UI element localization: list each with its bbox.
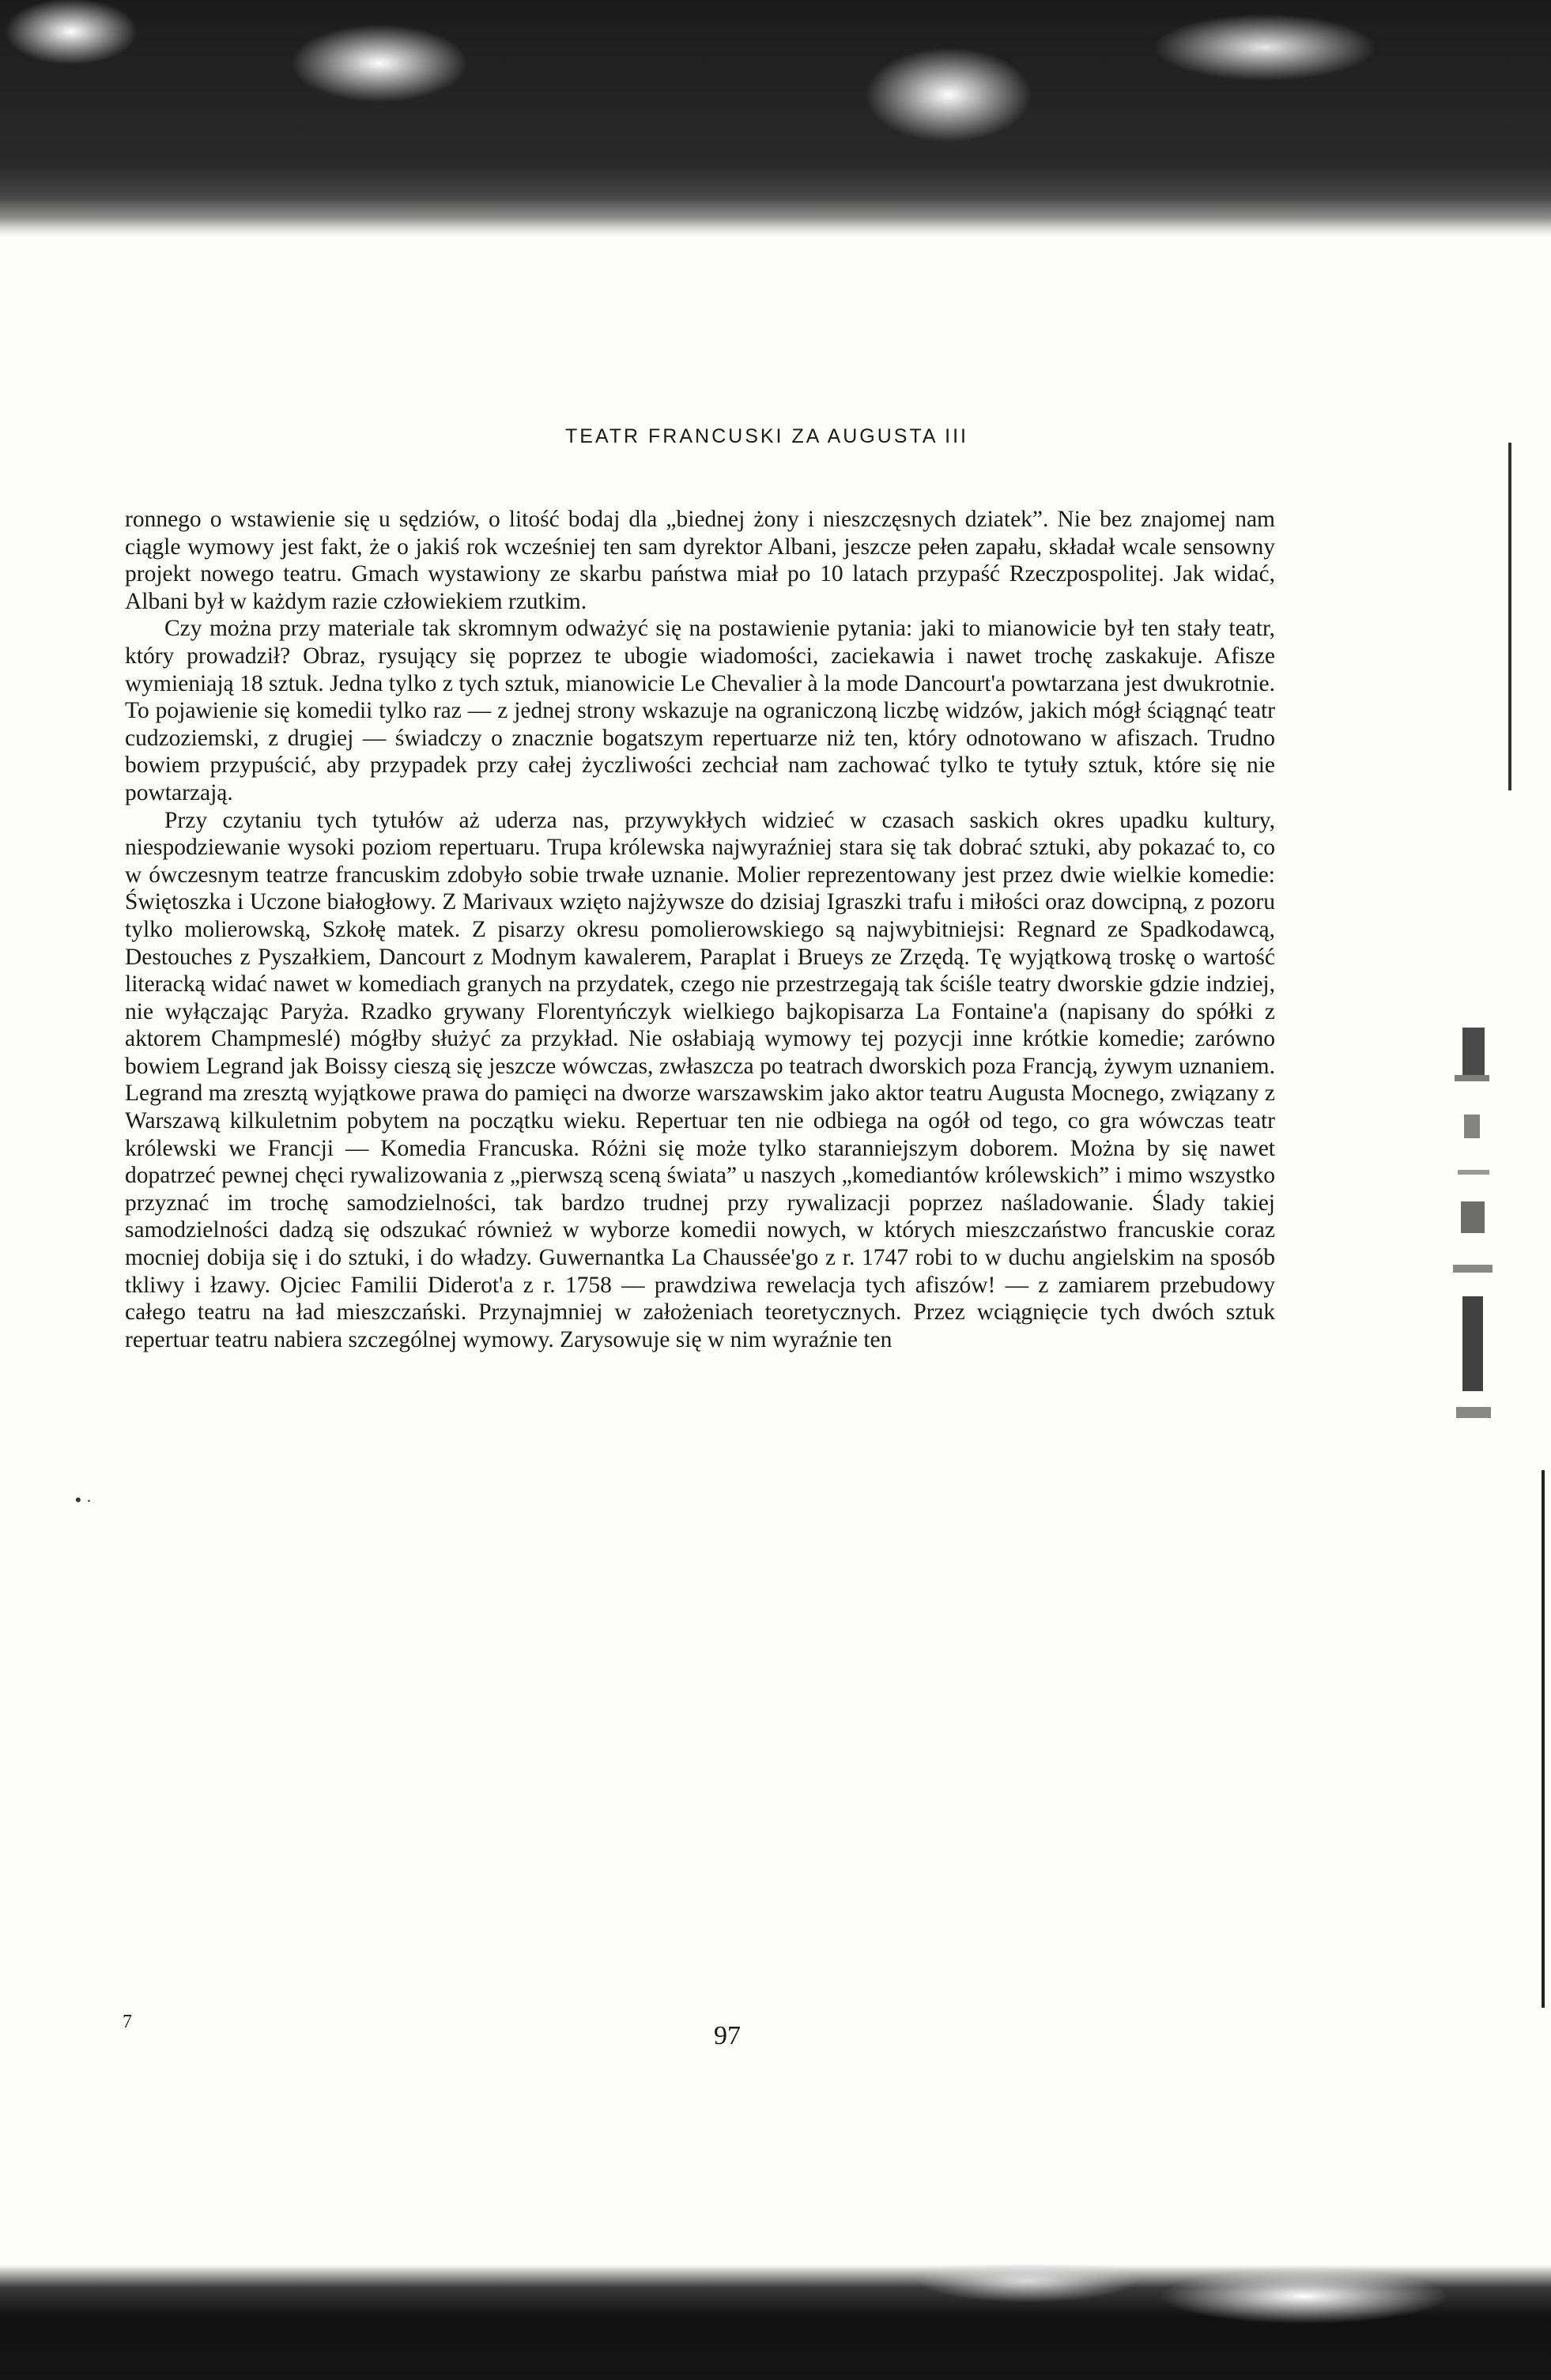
running-head: TEATR FRANCUSKI ZA AUGUSTA III [565,425,968,447]
body-text [125,506,1275,1353]
scan-edge-line [1542,1470,1545,2008]
paragraph: Czy można przy materiale tak skromnym odważyć się na postawienie pytania: jaki to mianowicie był ten stały teatr, który prowadził? Obraz, rysujący się poprzez te ubogie wiadomości, zaciekawia i nawet trochę zaskakuje. Afisze wymieniają 18 sztuk. Jedna tylko z tych sztuk, mianowicie Le Chevalier à la mode Dancourt'a powtarzana jest dwukrotnie. To pojawienie się komedii tylko raz — z jednej strony wskazuje na ograniczoną liczbę widzów, jakich mógł ściągnąć teatr cudzoziemski, z drugiej — świadczy o znacznie bogatszym repertuarze niż ten, który odnotowano w afiszach. Trudno bowiem przypuścić, aby przypadek przy całej życzliwości zechciał nam zachować tylko te tytuły sztuk, które się nie powtarzają. [125,616,1275,805]
paragraph: Przy czytaniu tych tytułów aż uderza nas, przywykłych widzieć w czasach saskich okres upadku kultury, niespodziewanie wysoki poziom repertuaru. Trupa królewska najwyraźniej stara się tak dobrać sztuki, aby pokazać to, co w ówczesnym teatrze francuskim zdobyło sobie trwałe uznanie. Molier reprezentowany jest przez dwie wielkie komedie: Świętoszka i Uczone białogłowy. Z Marivaux wzięto najżywsze do dzisiaj Igraszki trafu i miłości oraz dowcipną, z pozoru tylko molierowską, Szkołę matek. Z pisarzy okresu pomolierowskiego są najwybitniejsi: Regnard ze Spadkodawcą, Destouches z Pyszałkiem, Dancourt z Modnym kawalerem, Paraplat i Brueys ze Zrzędą. Tę wyjątkową troskę o wartość literacką widać nawet w komediach granych na przydatek, czego nie przestrzegają tak ściśle teatry dworskie gdzie indziej, nie wyłączając Paryża. Rzadko grywany Florentyńczyk wielkiego bajkopisarza La Fontaine'a (napisany do spółki z aktorem Champmeslé) mógłby służyć za przykład. Nie osłabiają wymowy tej pozycji inne krótkie komedie; zarówno bowiem Legrand jak Boissy cieszą się jeszcze wówczas, zwłaszcza po teatrach dworskich poza Francją, żywym uznaniem. Legrand ma zresztą wyjątkowe prawa do pamięci na dworze warszawskim jako aktor teatru Augusta Mocnego, związany z Warszawą kilkuletnim pobytem na początku wieku. Repertuar ten nie odbiega na ogół od tego, co gra wówczas teatr królewski we Francji — Komedia Francuska. Różni się może tylko staranniejszym doborem. Można by się nawet dopatrzeć pewnej chęci rywalizowania z „pierwszą sceną świata” u naszych „komediantów królewskich” i mimo wszystko przyznać im trochę samodzielności, tak bardzo trudnej przy rywalizacji poprzez naśladowanie. Ślady takiej samodzielności dadzą się odszukać również w wyborze komedii nowych, w których mieszczaństwo francuskie coraz mocniej dobija się i do sztuki, i do władzy. Guwernantka La Chaussée'go z r. 1747 robi to w duchu angielskim na sposób tkliwy i łzawy. Ojciec Familii Diderot'a z r. 1758 — prawdziwa rewelacja tych afiszów! — z zamiarem przebudowy całego teatru na ład mieszczański. Przynajmniej w założeniach teoretycznych. Przez wciągnięcie tych dwóch sztuk repertuar teatru nabiera szczególnej wymowy. Zarysowuje się w nim wyraźnie ten [125,807,1275,1352]
scan-noise-marks [1447,1028,1502,1518]
signature-mark: 7 [123,2012,132,2032]
margin-dots: • · [75,1490,92,1510]
paragraph: ronnego o wstawienie się u sędziów, o litość bodaj dla „biednej żony i nieszczęsnych dziatek”. Nie bez znajomej nam ciągle wymowy jest fakt, że o jakiś rok wcześniej ten sam dyrektor Albani, jeszcze pełen zapału, składał wcale sensowny projekt nowego teatru. Gmach wystawiony ze skarbu państwa miał po 10 latach przypaść Rzeczpospolitej. Jak widać, Albani był w każdym razie człowiekiem rzutkim. [125,507,1275,614]
scan-top-fade [0,198,1551,261]
scan-edge-line [1508,443,1511,790]
page-number: 97 [714,2021,741,2050]
scan-dark-bottom-margin [0,2265,1551,2380]
